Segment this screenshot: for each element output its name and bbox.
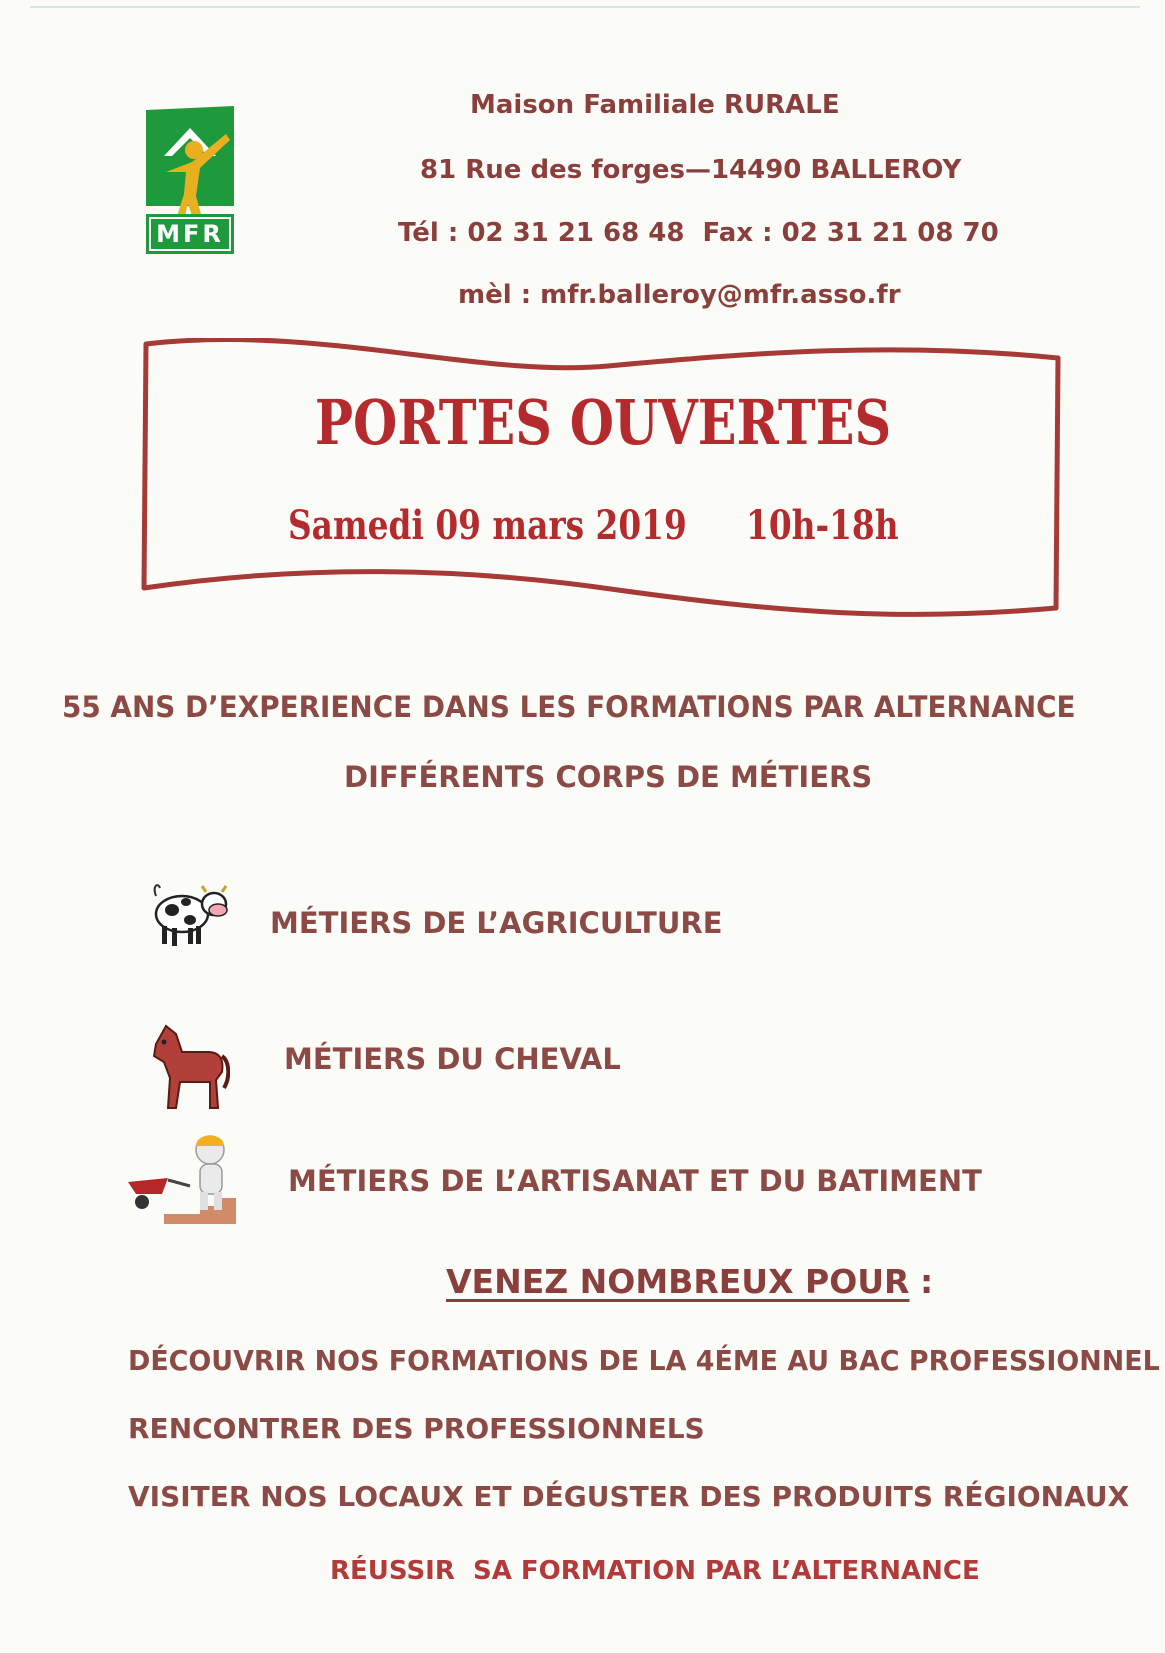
trade-craft-building: MÉTIERS DE L’ARTISANAT ET DU BATIMENT: [288, 1164, 982, 1198]
cta-heading: VENEZ NOMBREUX POUR: [446, 1262, 910, 1301]
phone-fax: Tél : 02 31 21 68 48 Fax : 02 31 21 08 70: [398, 218, 999, 248]
builder-wheelbarrow-icon: [124, 1128, 240, 1232]
banner-date: Samedi 09 mars 2019: [288, 502, 687, 549]
address: 81 Rue des forges—14490 BALLEROY: [420, 155, 962, 185]
cta-item-visit: VISITER NOS LOCAUX ET DÉGUSTER DES PRODUITS RÉGIONAUX: [128, 1480, 1130, 1513]
cta-item-meet: RENCONTRER DES PROFESSIONNELS: [128, 1412, 705, 1445]
cow-icon: [148, 880, 232, 952]
banner-title: PORTES OUVERTES: [314, 386, 892, 459]
horse-icon: [146, 1022, 230, 1114]
trade-horse: MÉTIERS DU CHEVAL: [284, 1042, 621, 1076]
logo-text: MFR: [156, 220, 224, 248]
org-name: Maison Familiale RURALE: [470, 90, 840, 120]
trade-agriculture: MÉTIERS DE L’AGRICULTURE: [270, 906, 723, 940]
mfr-logo-icon: [146, 106, 234, 258]
cta-item-discover: DÉCOUVRIR NOS FORMATIONS DE LA 4ÉME AU BAC PROFESSIONNEL: [128, 1344, 1160, 1377]
intro-trades: DIFFÉRENTS CORPS DE MÉTIERS: [344, 760, 873, 794]
banner-frame: [138, 338, 1068, 644]
intro-experience: 55 ANS D’EXPERIENCE DANS LES FORMATIONS PAR ALTERNANCE: [62, 690, 1076, 724]
email: mèl : mfr.balleroy@mfr.asso.fr: [458, 280, 901, 310]
banner-hours: 10h-18h: [746, 502, 899, 549]
footer-slogan: RÉUSSIR SA FORMATION PAR L’ALTERNANCE: [330, 1556, 980, 1586]
top-edge-line: [30, 6, 1140, 8]
cta-colon: :: [920, 1262, 934, 1301]
